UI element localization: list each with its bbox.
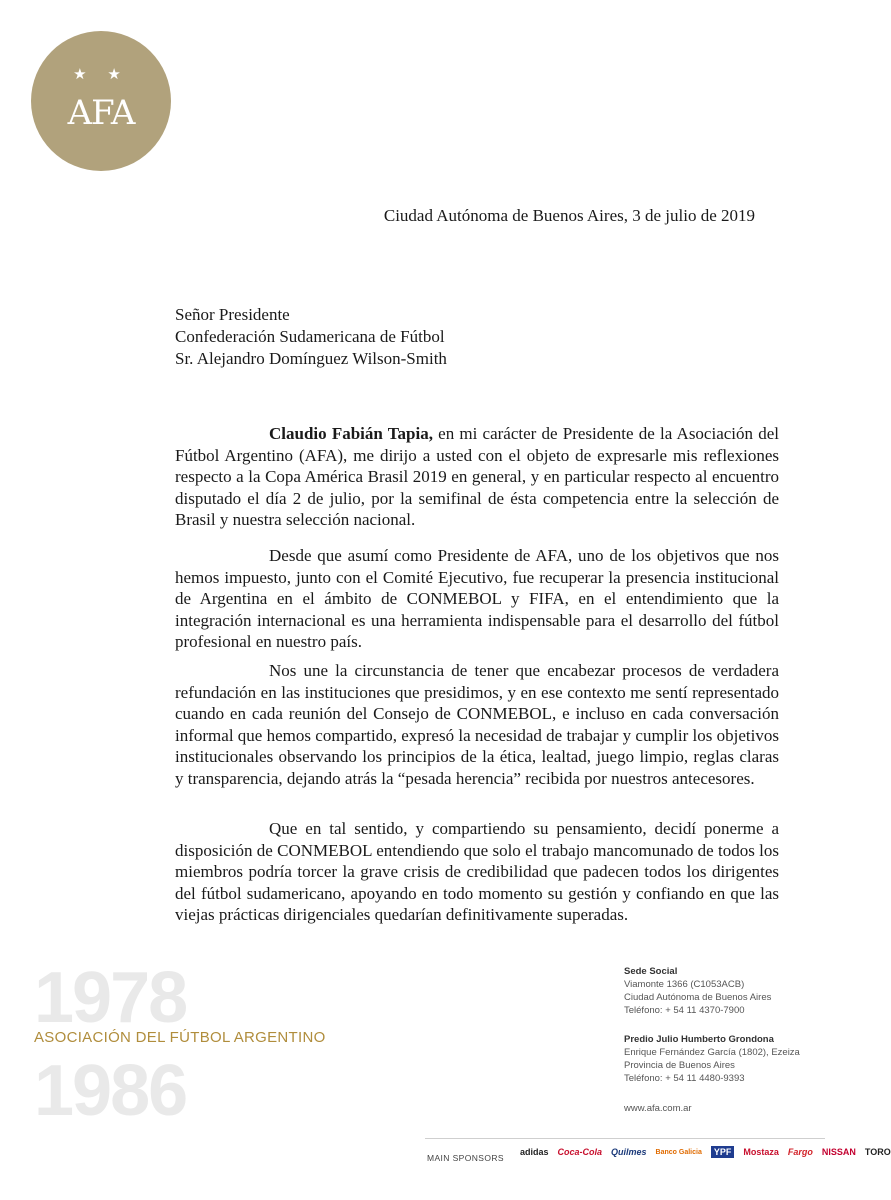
sede-line: Viamonte 1366 (C1053ACB): [624, 979, 745, 990]
paragraph-1: [175, 423, 779, 531]
predio: [624, 1033, 800, 1085]
paragraph-4: [175, 818, 779, 926]
paragraph-3-text: Nos une la circunstancia de tener que encabezar procesos de verdadera refundación en las instituciones que presidimos, y en ese contexto me sentí representado cuando en cada reunión del Consejo de CONMEBOL, e incluso en cada conversación informal que hemos compartido, expresó la necesidad de trabajar y cumplir los objetivos institucionales observando los principios de la ética, lealtad, juego limpio, reglas claras y transparencia, dejando atrás la “pesada herencia” recibida por nuestros antecesores.: [175, 661, 779, 788]
addressee-line: Señor Presidente: [175, 305, 290, 324]
paragraph-3: [175, 660, 779, 789]
sponsor-logo-toro: TORO: [864, 1147, 891, 1157]
sponsor-logo-nissan: NISSAN: [821, 1147, 856, 1157]
predio-title: Predio Julio Humberto Grondona: [624, 1034, 774, 1045]
website-link[interactable]: www.afa.com.ar: [624, 1103, 692, 1114]
predio-line: Provincia de Buenos Aires: [624, 1060, 735, 1071]
association-name: ASOCIACIÓN DEL FÚTBOL ARGENTINO: [34, 1029, 326, 1046]
logo-text: AFA: [67, 93, 135, 133]
sponsor-logo-fargo: Fargo: [787, 1147, 813, 1157]
sponsors-label: MAIN SPONSORS: [427, 1153, 504, 1163]
sede-line: Teléfono: + 54 11 4370-7900: [624, 1005, 745, 1016]
sponsor-logo-ypf: YPF: [711, 1146, 735, 1158]
sponsor-logo-adidas: adidas: [520, 1147, 549, 1157]
predio-line: Enrique Fernández García (1802), Ezeiza: [624, 1047, 800, 1058]
sender-name: Claudio Fabián Tapia,: [269, 424, 433, 443]
sede-line: Ciudad Autónoma de Buenos Aires: [624, 992, 772, 1003]
sponsor-logo-coca-cola: Coca-Cola: [557, 1147, 603, 1157]
year-1986: 1986: [34, 1051, 187, 1131]
sponsors-row: [520, 1146, 891, 1158]
sponsor-logo-mostaza: Mostaza: [743, 1147, 779, 1157]
paragraph-2-text: Desde que asumí como Presidente de AFA, uno de los objetivos que nos hemos impuesto, junto con el Comité Ejecutivo, fue recuperar la presencia institucional de Argentina en el ámbito de CONMEBOL y FIFA, en el entendimiento que la integración internacional es una herramienta indispensable para el desarrollo del fútbol profesional en nuestro país.: [175, 546, 779, 651]
sponsor-logo-galicia: Banco Galicia: [655, 1148, 702, 1156]
paragraph-4-text: Que en tal sentido, y compartiendo su pensamiento, decidí ponerme a disposición de CONMEBOL entendiendo que solo el trabajo mancomunado de todos los miembros podría torcer la grave crisis de credibilidad que padecen todos los dirigentes del fútbol sudamericano, apoyando en todo momento su gestión y confiando en que las viejas prácticas dirigenciales quedarían definitivamente superadas.: [175, 819, 779, 924]
paragraph-2: [175, 545, 779, 653]
addressee-line: Sr. Alejandro Domínguez Wilson-Smith: [175, 349, 447, 368]
logo-stars: ★ ★: [73, 65, 129, 83]
sede-social: [624, 965, 771, 1017]
afa-logo: [31, 31, 171, 171]
addressee-line: Confederación Sudamericana de Fútbol: [175, 327, 445, 346]
predio-line: Teléfono: + 54 11 4480-9393: [624, 1073, 745, 1084]
sede-title: Sede Social: [624, 966, 678, 977]
sponsor-logo-quilmes: Quilmes: [611, 1147, 647, 1157]
addressee-block: [175, 304, 447, 370]
paragraph-1-text: en mi carácter de Presidente de la Asociación del Fútbol Argentino (AFA), me dirijo a usted con el objeto de expresarle mis reflexiones respecto a la Copa América Brasil 2019 en general, y en particular respecto al encuentro disputado el día 2 de julio, por la semifinal de ésta competencia entre la selección de Brasil y nuestra selección nacional.: [175, 424, 779, 529]
footer-divider: [425, 1138, 825, 1139]
year-1978: 1978: [34, 958, 187, 1038]
letter-date: Ciudad Autónoma de Buenos Aires, 3 de julio de 2019: [383, 206, 755, 225]
